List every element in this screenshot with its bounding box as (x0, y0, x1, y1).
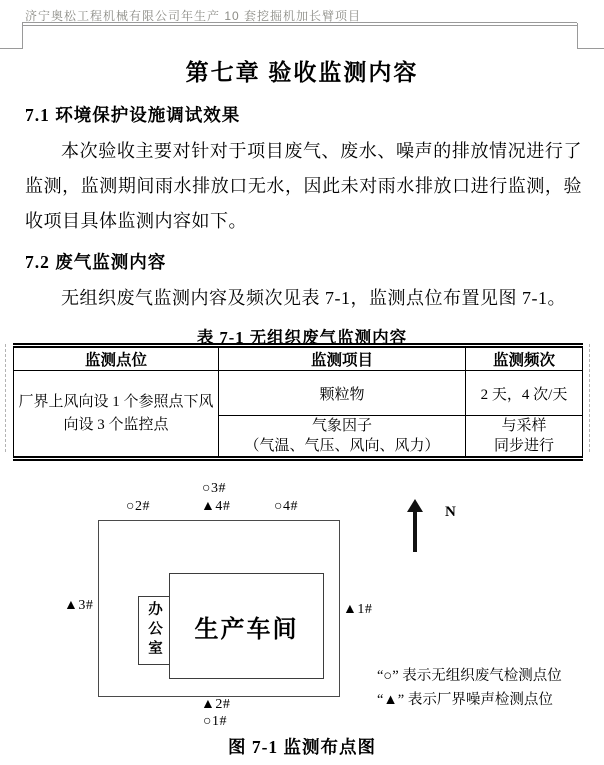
workshop-rect (169, 573, 324, 679)
page-border-notch-right-vertical (577, 23, 578, 49)
weather-frequency-cell (466, 416, 583, 459)
page-border-notch-left-vertical (22, 23, 23, 49)
figure-legend (377, 664, 562, 712)
table-row (14, 371, 583, 416)
section-7-1-heading: 7.1 环境保护设施调试效果 (25, 105, 241, 125)
monitoring-point-line-1: 厂界上风向设 1 个参照点下风 (18, 393, 214, 410)
table-header-monitoring-frequency: 监测频次 (466, 346, 583, 371)
table-header-row (14, 346, 583, 371)
weather-factor-line-2: （气温、气压、风向、风力） (244, 438, 440, 454)
table-header-monitoring-point: 监测点位 (14, 346, 219, 371)
noise-point-2-marker: ▲2# (201, 697, 231, 712)
particulate-item-cell: 颗粒物 (219, 371, 466, 416)
workshop-label: 生产车间 (194, 616, 299, 643)
gas-point-2-marker: ○2# (126, 499, 150, 514)
office-label: 办公室 (146, 601, 162, 660)
weather-factor-item-cell (219, 416, 466, 459)
office-rect (138, 596, 171, 665)
table-7-1 (13, 343, 583, 461)
section-7-1-paragraph: 本次验收主要对针对于项目废气、废水、噪声的排放情况进行了监测，监测期间雨水排放口无水，因此未对雨水排放口进行监测，验收项目具体监测内容如下。 (25, 141, 582, 231)
weather-factor-line-1: 气象因子 (311, 418, 372, 434)
noise-point-3-marker: ▲3# (64, 598, 94, 613)
table-header-monitoring-item: 监测项目 (219, 346, 466, 371)
weather-frequency-line-2: 同步进行 (493, 438, 554, 454)
noise-point-4-marker: ▲4# (201, 499, 231, 514)
north-label: N (445, 504, 456, 520)
monitoring-point-line-2: 向设 3 个监控点 (63, 416, 169, 433)
chapter-title: 第七章 验收监测内容 (185, 60, 419, 85)
north-arrow-shaft (413, 511, 417, 552)
legend-noise-line: “▲” 表示厂界噪声检测点位 (377, 692, 553, 708)
gas-point-4-marker: ○4# (274, 499, 298, 514)
legend-gas-line: “○” 表示无组织废气检测点位 (377, 668, 562, 684)
table-7-1-caption: 表 7-1 无组织废气监测内容 (196, 328, 408, 347)
text-boundary-dash-right (589, 344, 590, 452)
page-border-notch-right-horizontal (577, 48, 604, 49)
weather-frequency-line-1: 与采样 (501, 418, 547, 434)
page-border-notch-left-horizontal (0, 48, 23, 49)
particulate-frequency-cell: 2 天，4 次/天 (466, 371, 583, 416)
section-7-2-heading: 7.2 废气监测内容 (25, 252, 167, 272)
text-boundary-dash-left (5, 344, 6, 452)
gas-point-1-marker: ○1# (203, 714, 227, 729)
page-header-project-title: 济宁奥松工程机械有限公司年生产 10 套挖掘机加长臂项目 (25, 9, 362, 23)
figure-7-1-caption: 图 7-1 监测布点图 (227, 737, 377, 757)
header-rule (22, 22, 577, 26)
section-7-2-paragraph: 无组织废气监测内容及频次见表 7-1，监测点位布置见图 7-1。 (61, 288, 566, 308)
monitoring-point-cell (14, 371, 219, 459)
noise-point-1-marker: ▲1# (343, 602, 373, 617)
gas-point-3-marker: ○3# (202, 481, 226, 496)
